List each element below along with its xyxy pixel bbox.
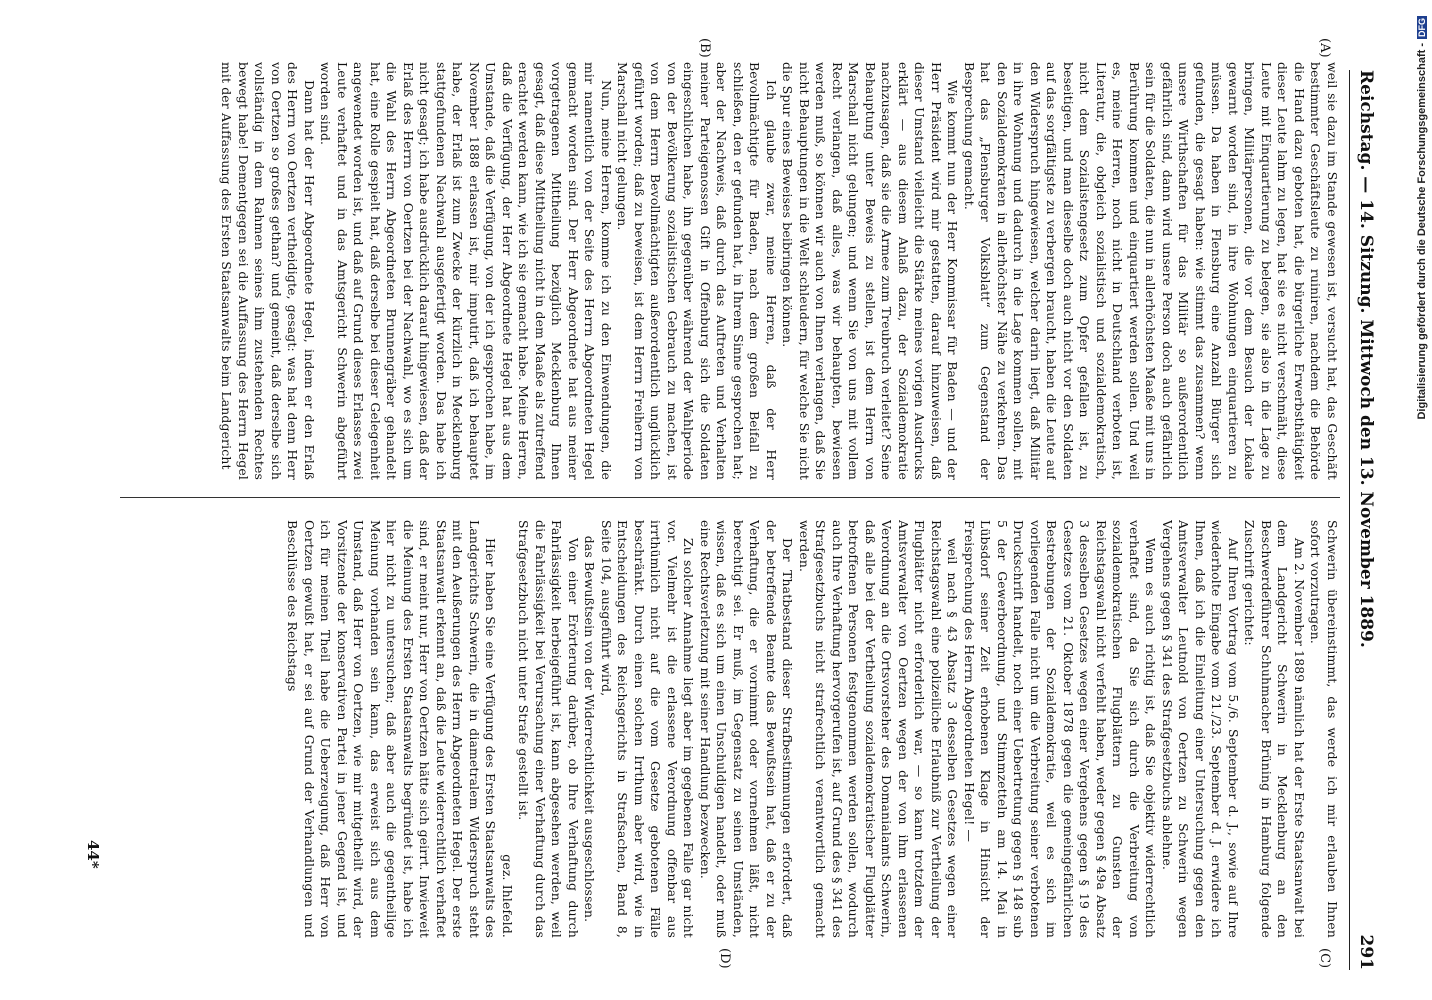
right-column — [110, 520, 1340, 938]
digitization-credit — [1412, 0, 1432, 1000]
signature-line: gez. Ihlefeld. — [500, 854, 515, 938]
quoted-paragraph: Auf Ihren Vortrag vom 5./6. September d. J., sowie auf Ihre wiederholte Eingabe vom 21./23. September d. J. erwidere ich Ihnen, daß ich die Einleitung einer Untersuchung gegen den Amtsverwalter Leutnold von Oertzen zu Schwerin wegen Vergehens gegen § 341 des Strafgesetzbuchs ablehne. — [1160, 520, 1241, 938]
quoted-paragraph: weil nach § 43 Absatz 3 desselben Gesetzes wegen einer Reichstagswahl eine polizeiliche Erlaubniß zur Vertheilung der Flugblätter nicht erforderlich war, — so kann trotzdem der Amtsverwalter von Oertzen wegen der von ihm erlassenen Verordnung an die Ortsvorsteher des Domanialamts Schwerin, daß alle bei der Vertheilung sozialdemokratischer Flugblätter betroffenen Personen festgenommen werden sollen, wodurch auch Ihre Verhaftung hervorgerufen ist, auf Grund des § 341 des Strafgesetzbuchs nicht strafrechtlich verantwortlich gemacht werden. — [797, 520, 961, 938]
credit-text-line — [1416, 0, 1432, 1000]
quoted-paragraph: Von einer Erörterung darüber, ob Ihre Verhaftung durch Fahrlässigkeit herbeigeführt ist, kann abgesehen werden, weil die Fahrlässigkeit bei Verursachung einer Verhaftung durch das Strafgesetzbuch nicht unter Strafe gestellt ist. — [516, 520, 581, 938]
dfg-logo: DFG — [1417, 18, 1427, 37]
margin-marker-b: (B) — [697, 38, 712, 58]
quoted-paragraph: Wenn es auch richtig ist, daß Sie objektiv widerrechtlich verhaftet sind, da Sie sich durch die Verbreitung von sozialdemokratischen Flugblättern zu Gunsten der Reichstagswahl nicht verfehlt haben, weder gegen § 49a Absatz 3 desselben Gesetzes wegen einer Vergehens gegen § 19 des Gesetzes vom 21. Oktober 1878 gegen die gemeingefährlichen Bestrebungen der Sozialdemokratie, weil es sich im vorliegenden Falle nicht um die Verbreitung seiner verbotenen Druckschrift handelt, noch einer Uebertretung gegen § 148 sub 5 der Gewerbeordnung, und Stimmzetteln am 14. Mai in Lübsdorf seiner Zeit erhobenen Klage in Hinsicht der Freisprechung des Herrn Abgeordneten Hegel! — — [962, 520, 1159, 938]
quoted-paragraph: das Bewußtsein von der Widerrechtlichkeit ausgeschlossen. — [582, 535, 598, 923]
page-number: 291 — [1356, 934, 1376, 970]
paragraph: Nun, meine Herren, komme ich zu den Einwendungen, die mir namentlich von der Seite des Herrn Abgeordneten Hegel gemacht worden sind. Der Herr Abgeordnete hat aus meiner vorgetragenen Mittheilung bezüglich Mecklenburg Ihnen gesagt, daß diese Mittheilung nicht in dem Maaße als zutreffend erachtet werden kann, wie ich sie gemacht habe. Meine Herren, daß die Verfügung, der Herr Abgeordnete Hegel hat aus dem Umstande, daß die Verfügung, von der ich gesprochen habe, im November 1888 erlassen ist, mir imputirt, daß ich behauptet habe, der Erlaß ist zum Zwecke der kürzlich in Mecklenburg stattgefundenen Nachwahl ausgefertigt worden. Das habe ich nicht gesagt; ich habe ausdrücklich darauf hingewiesen, daß der Erlaß des Herrn von Oertzen bei der Nachwahl, wo es sich um die Wahl des Herrn Abgeordneten Brunnengräber gehandelt hat, eine Rolle gespielt hat, daß derselbe bei dieser Gelegenheit angewendet worden ist, und daß auf Grund dieses Erlasses zwei Leute verhaftet und in das Amtsgericht Schwerin abgeführt worden sind. — [318, 62, 614, 480]
column-divider — [120, 497, 1340, 498]
paragraph: Wie kommt nun der Herr Kommissar für Baden — und der Herr Präsident wird mir gestatten, darauf hinzuweisen, daß dieser Umstand vielleicht die Stärke meines vorigen Ausdrucks erklärt — aus diesem Anlaß dazu, der Sozialdemokratie nachzusagen, daß sie die Armee zum Treubruch verleitet? Seine Behauptung unter Beweis zu stellen, ist dem Herrn von Marschall nicht gelungen; und wenn Sie von uns mit vollem Recht verlangen, daß alles, was wir behaupten, bewiesen werden muß, so können wir auch von Ihnen verlangen, daß Sie nicht Behauptungen in die Welt schleudern, für welche Sie nicht die Spur eines Beweises beibringen können. — [780, 62, 961, 480]
paragraph: Ich glaube zwar, meine Herren, daß der Herr Bevollmächtigte für Baden, nach dem großen Beifall zu schließen, den er gefunden hat, in Ihrem Sinne gesprochen hat; aber der Nachweis, daß durch das Auftreten und Verhalten meiner Parteigenossen Gift in Offenburg sich die Soldaten eingeschlichen habe, ihn gegenüber während der Wahlperiode von der Bevölkerung sozialistischen Gebrauch zu machen, ist von dem Herrn Bevollmächtigten außerordentlich unglücklich geführt worden; daß zu beweisen, ist dem Herrn Freiherrn von Marschall nicht gelungen. — [615, 62, 779, 480]
signature-mark: 44* — [84, 840, 102, 869]
page-header — [1349, 70, 1380, 970]
margin-marker-c: (C) — [1317, 948, 1332, 969]
running-title: Reichstag. — 14. Sitzung. Mittwoch den 13. November 1889. — [1356, 70, 1376, 648]
paragraph: Schwerin übereinstimmt, das werde ich mir erlauben Ihnen sofort vorzutragen. — [1308, 520, 1340, 938]
left-column — [110, 62, 1340, 480]
paragraph: Hier haben Sie eine Verfügung des Ersten Staatsanwalts des Landgerichts Schwerin, die in diametralem Widerspruch steht mit den Aeußerungen des Herrn Abgeordneten Hegel. Der erste Staatsanwalt erkennt an, daß die Leute widerrechtlich verhaftet sind, er meint nur, Herr von Oertzen hätte sich geirrt. Inwieweit die Meinung des Ersten Staatsanwalts begründet ist, habe ich hier nicht zu untersuchen; daß aber auch die gegentheilige Meinung vorhanden sein kann, das erweist sich aus dem Umstand, daß Herr von Oertzen, wie mir mitgetheilt wird, der Vorsitzende der konservativen Partei in jener Gegend ist, und ich für meinen Theil habe die Ueberzeugung, daß Herr von Oertzen gewußt hat, er sei auf Grund der Verhandlungen und Beschlüsse des Reichstags — [285, 520, 499, 938]
paragraph: weil sie dazu im Stande gewesen ist, versucht hat, das Geschäft bestimmter Geschäftsleute zu ruiniren, nachdem die Behörde die Hand dazu geboten hat, die bürgerliche Erwerbsthätigkeit dieser Leute lahm zu legen, hat sie es nicht verschmäht, diese Leute mit Einquartierung zu belegen, sie also in die Lage zu bringen, Militärpersonen, die vor dem Besuch der Lokale gewarnt worden sind, in ihre Wohnungen einquartieren zu müssen. Da haben in Flensburg eine Anzahl Bürger sich gefunden, die gesagt haben: wie stimmt das zusammen? wenn unsere Wirthschaften für das Militär so außerordentlich gefährlich sind, dann wird unsere Person doch auch gefährlich sein für die Soldaten, die nun in allerhöchsten Maaße mit uns in Berührung kommen und einquartiert werden sollen. Und weil es, meine Herren, noch nicht in Deutschland verboten ist, Literatur, die, obgleich sozialistisch und sozialdemokratisch, nicht dem Sozialistengesetz zum Opfer gefallen ist, zu beseitigen, und man dieselbe doch auch nicht vor den Soldaten auf das sorgfältigste zu verbergen braucht, haben die Leute auf den Widerspruch hingewiesen, welcher darin liegt, daß Militär in ihre Wohnung und dadurch in die Lage kommen sollen, mit den Sozialdemokraten in allerhöchster Nähe zu verkehren. Das hat das „Flensburger Volksblatt“ zum Gegenstand der Besprechung gemacht. — [962, 62, 1340, 480]
paragraph: Dann hat der Herr Abgeordnete Hegel, indem er den Erlaß des Herrn von Oertzen vertheidigte, gesagt: was hat denn Herr von Oertzen so großes gethan? und gemeint, daß derselbe sich vollständig in dem Rahmen seines ihm zustehenden Rechtes bewegt habe! Dementgegen sei die Auffassung des Herrn Hegel mit der Auffassung des Ersten Staatsanwalts beim Landgericht — [219, 62, 317, 480]
quoted-paragraph: Der Thatbestand dieser Strafbestimmungen erfordert, daß der betreffende Beamte das Bewußtsein hat, daß er zu der Verhaftung, die er vornimmt oder vornehmen läßt, nicht berechtigt sei. Er muß, im Gegensatz zu seinen Umständen, wissen, daß es sich um einen Unschuldigen handelt, oder muß eine Rechtsverletzung mit seiner Handlung bezwecken. — [698, 520, 796, 938]
paragraph: Am 2. November 1889 nämlich hat der Erste Staatsanwalt bei dem Landgericht Schwerin in Mecklenburg an den Beschwerdeführer Schuhmacher Brüning in Hamburg folgende Zuschrift gerichtet: — [1242, 520, 1307, 938]
margin-marker-d: (D) — [717, 948, 732, 969]
margin-marker-a: (A) — [1317, 38, 1332, 58]
quoted-paragraph: Zu solcher Annahme liegt aber im gegebenen Falle gar nicht vor. Vielmehr ist die erlassene Verordnung offenbar aus irrthümlich nicht auf die vom Gesetze gebotenen Fälle beschränkt. Durch einen solchen Irrthum aber wird, wie in Entscheidungen des Reichsgerichts in Strafsachen, Band 8, Seite 104, ausgeführt wird, — [599, 520, 697, 938]
credit-text: Digitalisierung gefördert durch die Deutsche Forschungsgemeinschaft - — [1416, 43, 1428, 420]
